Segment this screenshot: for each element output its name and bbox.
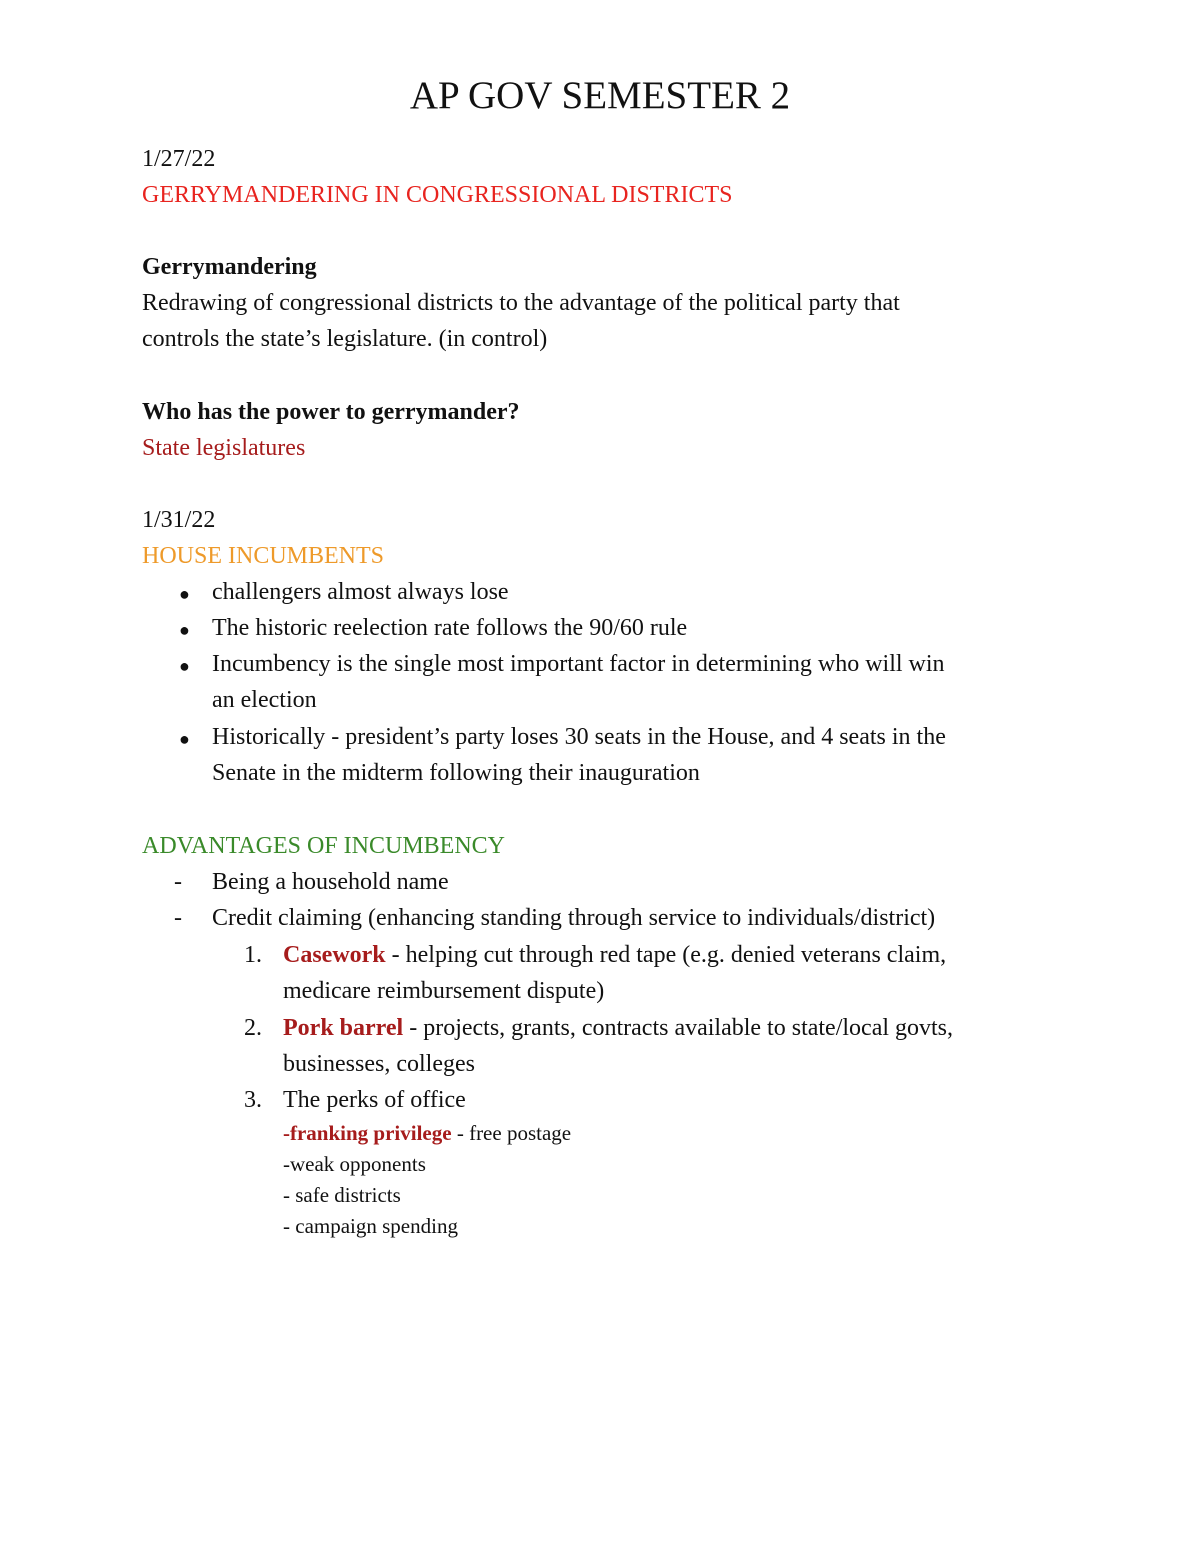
dash-item-1: Being a household name <box>212 869 449 895</box>
franking-description: - free postage <box>451 1121 572 1145</box>
numbered-item-1-line-2: medicare reimbursement dispute) <box>283 978 605 1004</box>
perk-franking <box>283 1118 571 1149</box>
question-power: Who has the power to gerrymander? <box>142 399 520 425</box>
bullet-icon: ● <box>179 584 190 604</box>
bullet-item-1: challengers almost always lose <box>212 579 509 605</box>
definition-line-1: Redrawing of congressional districts to the advantage of the political party that <box>142 290 900 316</box>
numbered-item-2-line-2: businesses, colleges <box>283 1051 475 1077</box>
numbered-item-3: The perks of office <box>283 1087 466 1113</box>
answer-state-legislatures: State legislatures <box>142 435 306 461</box>
numbered-item-1-line-1 <box>283 937 946 973</box>
term-gerrymandering: Gerrymandering <box>142 254 317 280</box>
term-franking-privilege: -franking privilege <box>283 1121 452 1145</box>
dash-icon: - <box>174 905 182 931</box>
casework-description: - helping cut through red tape (e.g. denied veterans claim, <box>385 942 947 968</box>
document-title: AP GOV SEMESTER 2 <box>409 74 791 117</box>
dash-item-2: Credit claiming (enhancing standing through service to individuals/district) <box>212 905 936 931</box>
term-pork-barrel: Pork barrel <box>283 1015 404 1041</box>
number-1: 1. <box>244 942 262 968</box>
perk-campaign-spending: - campaign spending <box>283 1214 458 1238</box>
dash-icon: - <box>174 869 182 895</box>
heading-advantages: ADVANTAGES OF INCUMBENCY <box>142 833 505 859</box>
date-2: 1/31/22 <box>142 507 216 533</box>
numbered-item-2-line-1 <box>283 1010 953 1046</box>
bullet-icon: ● <box>179 656 190 676</box>
heading-house-incumbents: HOUSE INCUMBENTS <box>142 543 385 569</box>
number-3: 3. <box>244 1087 262 1113</box>
definition-line-2: controls the state’s legislature. (in control) <box>142 326 548 352</box>
perk-weak-opponents: -weak opponents <box>283 1152 426 1176</box>
heading-gerrymandering: GERRYMANDERING IN CONGRESSIONAL DISTRICTS <box>142 182 733 208</box>
pork-barrel-description: - projects, grants, contracts available to state/local govts, <box>403 1015 954 1041</box>
date-1: 1/27/22 <box>142 146 216 172</box>
bullet-item-3-line-1: Incumbency is the single most important factor in determining who will win <box>212 651 945 677</box>
bullet-item-4-line-2: Senate in the midterm following their inauguration <box>212 760 700 786</box>
number-2: 2. <box>244 1015 262 1041</box>
bullet-item-3-line-2: an election <box>212 687 317 713</box>
bullet-item-4-line-1: Historically - president’s party loses 30 seats in the House, and 4 seats in the <box>212 724 946 750</box>
bullet-icon: ● <box>179 620 190 640</box>
perk-safe-districts: - safe districts <box>283 1183 401 1207</box>
term-casework: Casework <box>283 942 386 968</box>
bullet-item-2: The historic reelection rate follows the 90/60 rule <box>212 615 688 641</box>
bullet-icon: ● <box>179 729 190 749</box>
